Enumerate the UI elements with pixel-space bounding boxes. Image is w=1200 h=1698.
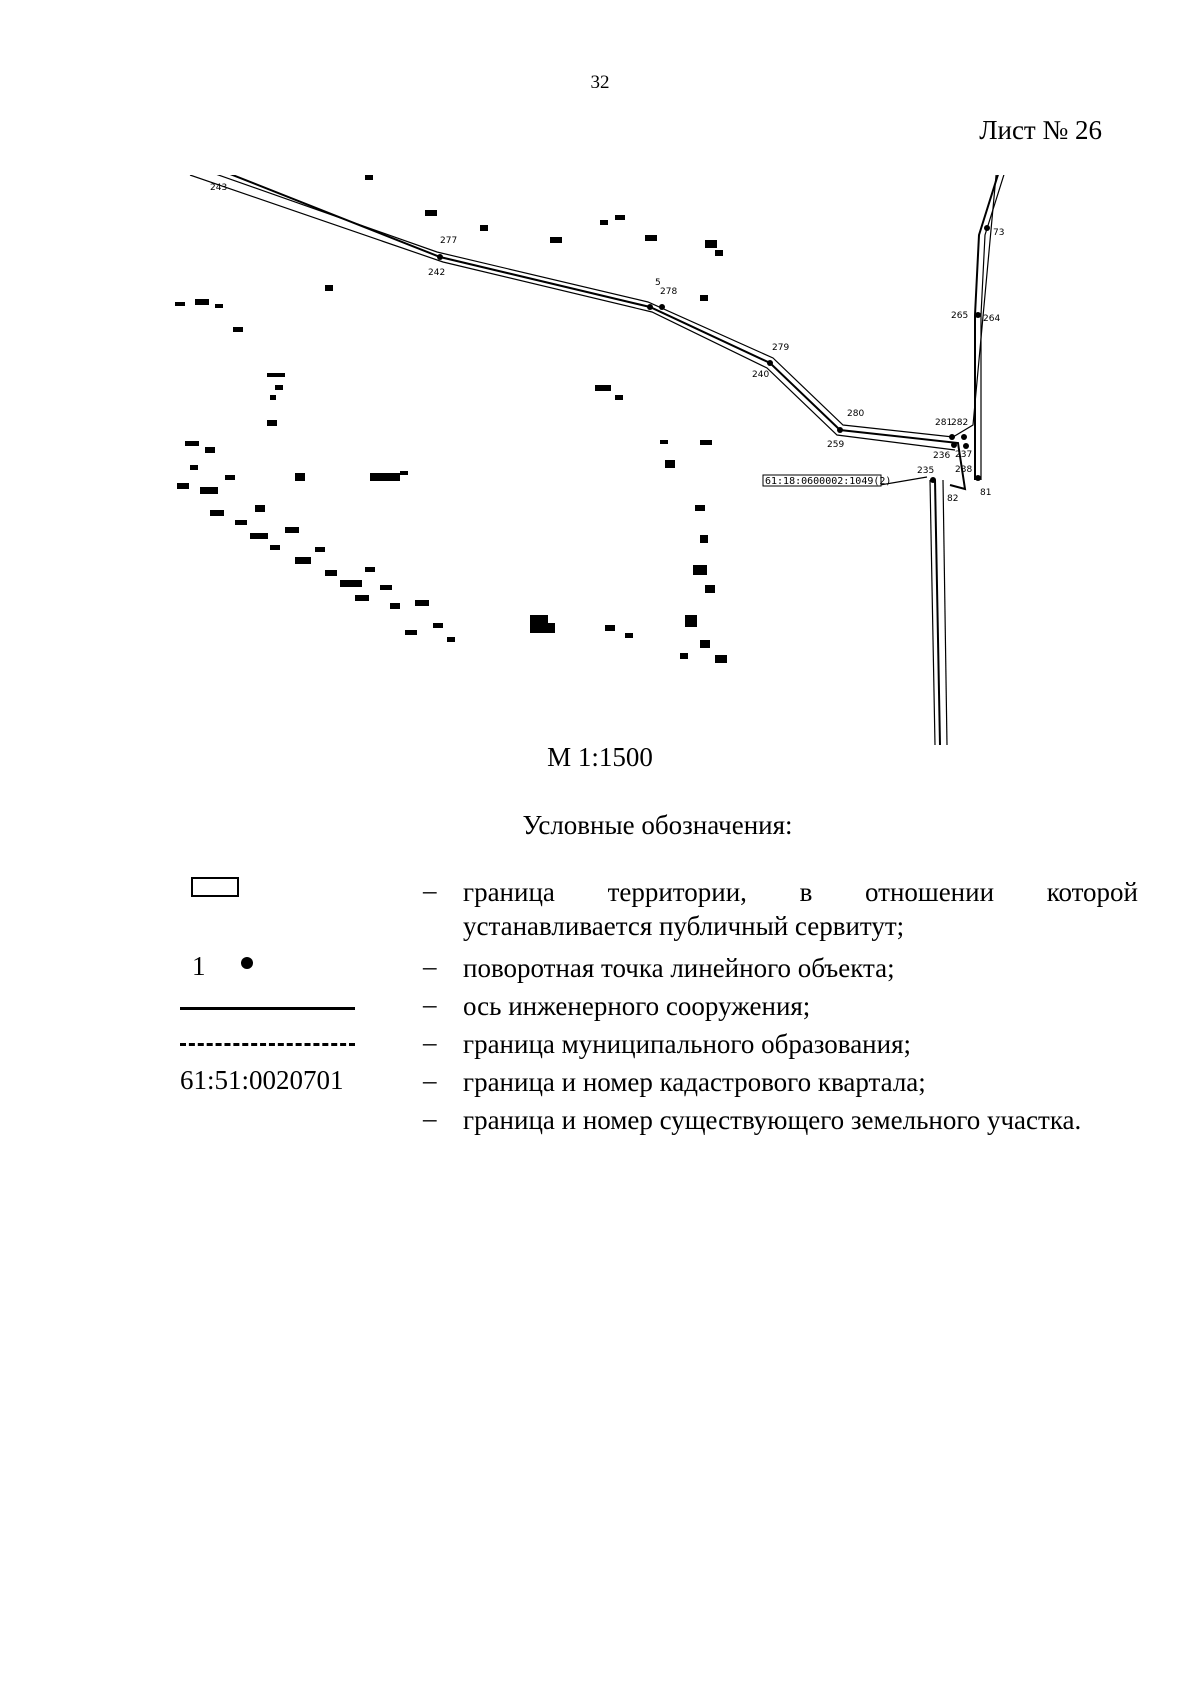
point-label: 81 <box>980 488 992 498</box>
legend-text: граница и номер кадастрового квартала; <box>463 1067 926 1097</box>
legend-item <box>180 951 1140 989</box>
point-label: 265 <box>951 311 969 321</box>
legend-text: граница и номер существующего земельного участка. <box>463 1105 1082 1135</box>
legend-symbol-rectangle <box>180 875 360 913</box>
vertical-line-south-3 <box>930 480 935 745</box>
point-label: 282 <box>951 418 969 428</box>
legend-text: граница муниципального образования; <box>463 1029 912 1059</box>
point-dot-icon <box>241 957 253 969</box>
legend-item <box>180 1065 1140 1103</box>
point-label: 242 <box>428 268 446 278</box>
point-label: 236 <box>933 451 951 461</box>
pipeline-axis-line <box>190 175 965 489</box>
legend-dash: – <box>423 1065 437 1095</box>
parcel-label: 61:18:0600002:1049(2) <box>765 476 892 487</box>
point-label: 278 <box>660 287 678 297</box>
legend-dash: – <box>423 951 437 981</box>
point-labels <box>210 183 1004 504</box>
legend-symbol-empty <box>180 1103 360 1141</box>
legend-text: граница территории, в отношении которой <box>463 877 1138 907</box>
legend-title: Условные обозначения: <box>522 810 793 840</box>
point-label: 279 <box>772 343 790 353</box>
legend-text: ось инженерного сооружения; <box>463 991 811 1021</box>
legend-text-continued: устанавливается публичный сервитут; <box>463 911 905 941</box>
legend-dash: – <box>423 1103 437 1133</box>
point-label: 281 <box>935 418 953 428</box>
point-label: 280 <box>847 409 865 419</box>
legend-item <box>180 989 1140 1027</box>
legend-symbol-cadastral-number <box>180 1065 360 1103</box>
point-label: 237 <box>955 450 973 460</box>
vertical-line-east <box>975 175 1001 480</box>
legend-symbol-point <box>180 951 360 989</box>
legend-dash: – <box>423 875 437 905</box>
legend-dash: – <box>423 1027 437 1057</box>
legend-text: поворотная точка линейного объекта; <box>463 953 895 983</box>
point-label: 82 <box>947 494 959 504</box>
point-label: 243 <box>210 183 228 193</box>
legend-symbol-solid-line <box>180 989 360 1027</box>
sheet-title: Лист № 26 <box>979 115 1102 145</box>
vertical-line-south-2 <box>943 480 947 745</box>
point-label: 235 <box>917 466 935 476</box>
servitude-boundary-inner <box>190 175 955 450</box>
page-number: 32 <box>590 72 610 93</box>
point-label: 5 <box>655 278 661 288</box>
map-vegetation <box>175 175 727 663</box>
legend-dash: – <box>423 989 437 1019</box>
point-label: 73 <box>993 228 1005 238</box>
servitude-map <box>175 175 1105 745</box>
legend-item <box>180 875 1140 951</box>
legend-symbol-number: 1 <box>192 951 206 981</box>
legend-symbol-text: 61:51:0020701 <box>180 1065 344 1095</box>
map-scale: М 1:1500 <box>547 742 653 772</box>
legend-symbol-dashed-line <box>180 1027 360 1065</box>
vertical-line-south <box>935 480 940 745</box>
servitude-boundary-outer <box>190 175 997 437</box>
legend-item <box>180 1027 1140 1065</box>
point-label: 259 <box>827 440 845 450</box>
point-label: 277 <box>440 236 458 246</box>
point-label: 238 <box>955 465 973 475</box>
point-label: 264 <box>983 314 1001 324</box>
vertical-line-east-2 <box>981 175 1007 480</box>
legend-item <box>180 1103 1140 1141</box>
legend <box>180 875 1140 1141</box>
point-label: 240 <box>752 370 770 380</box>
